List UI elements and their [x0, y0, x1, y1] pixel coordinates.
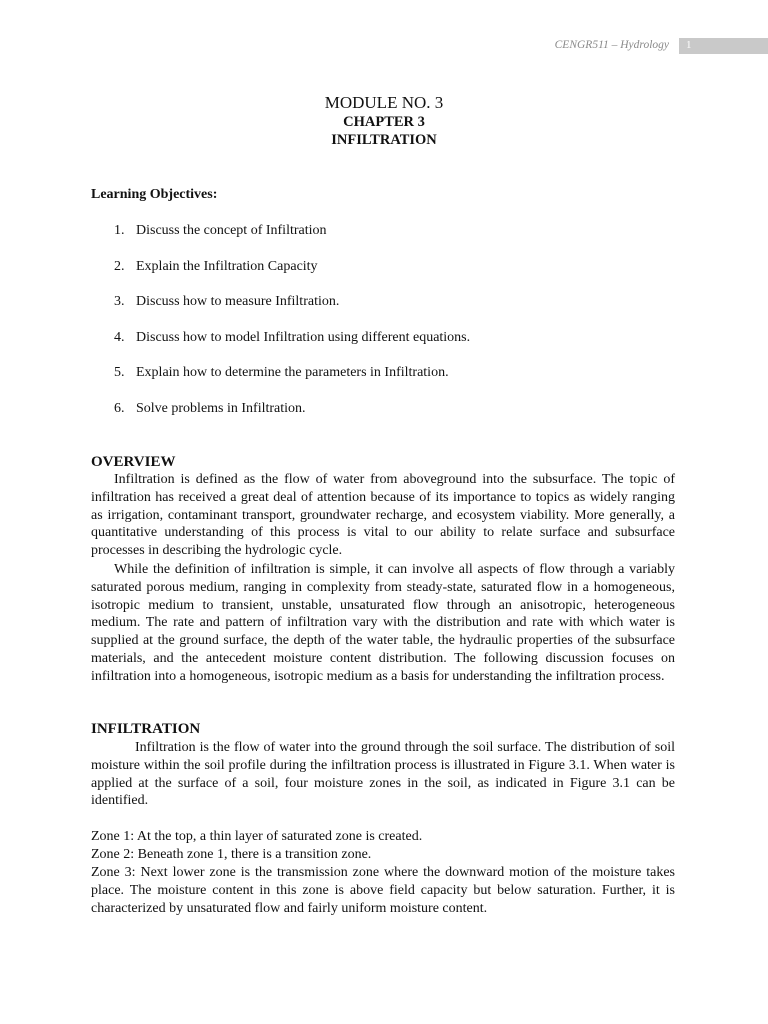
page-number: 1 — [686, 39, 692, 51]
overview-heading: OVERVIEW — [91, 454, 176, 470]
objectives-heading: Learning Objectives: — [91, 187, 218, 202]
list-item — [114, 364, 470, 400]
chapter-title: CHAPTER 3 — [343, 114, 425, 130]
overview-paragraph: While the definition of infiltration is simple, it can involve all aspects of flow through a variably saturated porous medium, ranging in complexity from steady-state, saturated flow in a homogeneous, isotropic medium to transient, unstable, unsaturated flow through an anisotropic, heterogeneous medium. The rate and pattern of infiltration vary with the distribution and rate with which water is supplied at the ground surface, the depth of the water table, the hydraulic properties of the subsurface materials, and the antecedent moisture content distribution. The following discussion focuses on infiltration into a homogeneous, isotropic medium as a basis for understanding the infiltration process. — [91, 562, 675, 684]
overview-paragraph: Infiltration is defined as the flow of water from aboveground into the subsurface. The topic of infiltration has received a great deal of attention because of its importance to topics as widely ranging as irrigation, contaminant transport, groundwater recharge, and ecosystem viability. More generally, a quantitative understanding of this process is vital to our ability to relate surface and subsurface processes in describing the hydrologic cycle. — [91, 472, 675, 559]
list-item-text: Discuss how to measure Infiltration. — [136, 294, 340, 309]
list-item-text: Discuss how to model Infiltration using different equations. — [136, 329, 471, 345]
infiltration-paragraph: Infiltration is the flow of water into the ground through the soil surface. The distribution of soil moisture within the soil profile during the infiltration process is illustrated in Figure 3.1. When water is applied at the surface of a soil, four moisture zones in the soil, as indicated in Figure 3.1 can be identified. — [91, 740, 675, 809]
zone-item: Zone 1: At the top, a thin layer of saturated zone is created. — [91, 829, 423, 844]
list-item-text: Solve problems in Infiltration. — [136, 400, 306, 416]
list-item — [114, 400, 470, 436]
list-item — [114, 258, 470, 294]
list-item-text: Discuss the concept of Infiltration — [136, 223, 327, 238]
running-header: CENGR511 – Hydrology — [554, 39, 669, 51]
list-item — [114, 222, 470, 258]
list-item-number: 1. — [114, 223, 125, 238]
list-item — [114, 329, 470, 365]
module-title: MODULE NO. 3 — [324, 93, 444, 112]
infiltration-heading: INFILTRATION — [91, 721, 201, 737]
page-number-bar — [679, 38, 768, 54]
list-item-text: Explain how to determine the parameters in Infiltration. — [136, 365, 449, 380]
list-item — [114, 293, 470, 329]
zone-item: Zone 2: Beneath zone 1, there is a transition zone. — [91, 847, 372, 862]
zone-list — [91, 828, 675, 918]
list-item-number: 4. — [114, 329, 125, 345]
zone-item: Zone 3: Next lower zone is the transmission zone where the downward motion of the moisture takes place. The moisture content in this zone is above field capacity but below saturation. Further, it is characterized by unsaturated flow and fairly uniform moisture content. — [91, 865, 675, 916]
list-item-number: 5. — [114, 365, 125, 380]
objectives-list — [114, 222, 470, 435]
chapter-name: INFILTRATION — [331, 132, 437, 148]
list-item-number: 3. — [114, 294, 125, 309]
list-item-number: 6. — [114, 400, 125, 416]
list-item-number: 2. — [114, 258, 125, 274]
list-item-text: Explain the Infiltration Capacity — [136, 258, 318, 274]
